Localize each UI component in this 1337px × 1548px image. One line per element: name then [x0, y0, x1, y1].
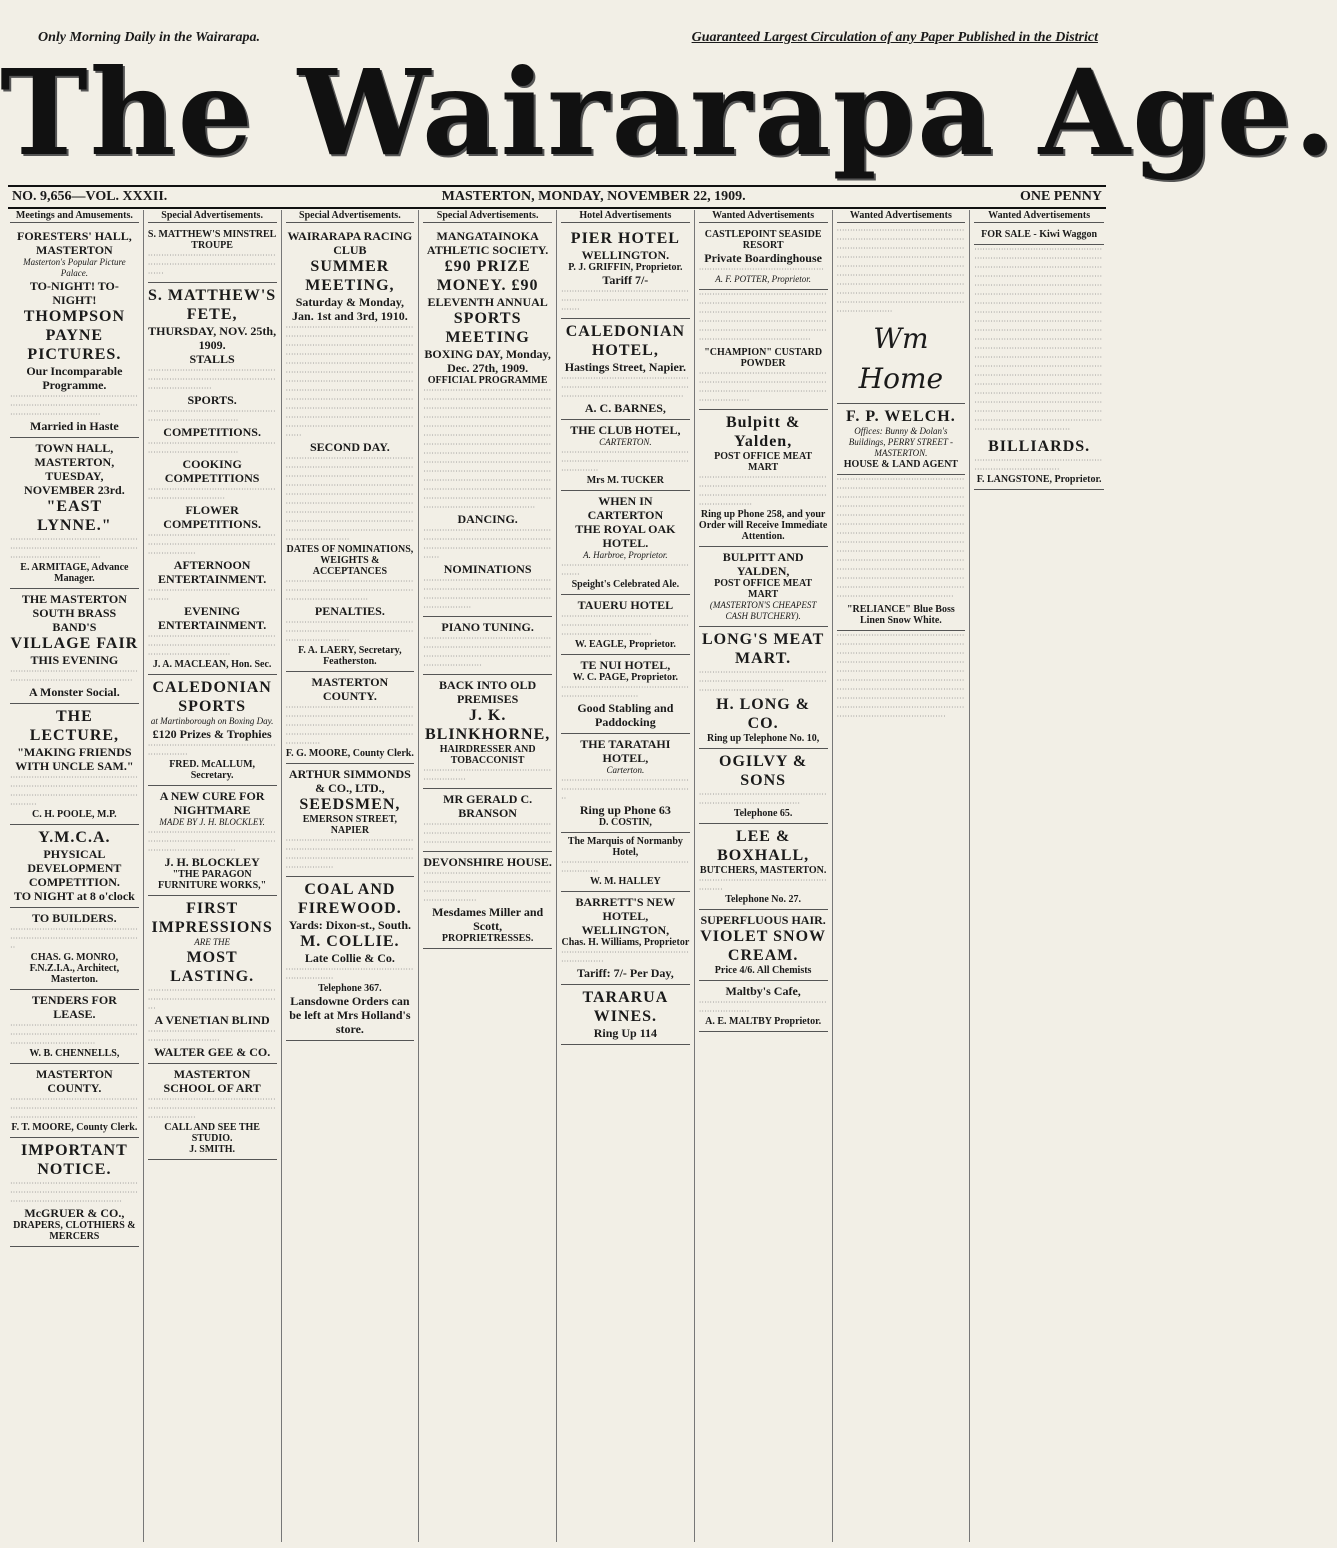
- wanted-notices: ····························································································································································································································································································································································································································································································································································································································································································: [836, 475, 965, 601]
- ad-longs-meat-mart: LONG'S MEAT MART. ································································································································ H. LONG & CO. Ring up Telephone No. 10,: [699, 627, 828, 749]
- ad-athletic-society: MANGATAINOKA ATHLETIC SOCIETY. £90 PRIZE MONEY. £90 ELEVENTH ANNUAL SPORTS MEETING BOXING DAY, Monday, Dec. 27th, 1909. OFFICIAL PROGRAMME ·························································································································································································································································································································································································································································································································································································································································································· DANCING. ······················································································································································ NOMINATIONS ··································································································································································: [423, 226, 552, 617]
- ad-champion-powder: "CHAMPION" CUSTARD POWDER ···································································································································································: [699, 344, 828, 410]
- ad-brass-band: THE MASTERTON SOUTH BRASS BAND'S VILLAGE FAIR THIS EVENING ······························································································ A Monster Social.: [10, 589, 139, 704]
- handwritten-signature: Wm Home: [858, 322, 944, 395]
- ad-ymca: Y.M.C.A. PHYSICAL DEVELOPMENT COMPETITION. TO NIGHT at 8 o'clock: [10, 825, 139, 908]
- ad-school-of-art: MASTERTON SCHOOL OF ART ·················································································································· CALL AND SEE THE STUDIO. J. SMITH.: [148, 1064, 277, 1160]
- ad-st-matthews-fete: S. MATTHEW'S FETE, THURSDAY, NOV. 25th, 1909. STALLS ························································································································ SPORTS. ·················································································· COMPETITIONS. ·················································································· COOKING COMPETITIONS ············································································· FLOWER COMPETITIONS. ·················································································································· AFTERNOON ENTERTAINMENT. ························································ EVENING ENTERTAINMENT. ······························································································································· J. A. MACLEAN, Hon. Sec.: [148, 283, 277, 675]
- ad-lecture: THE LECTURE, "MAKING FRIENDS WITH UNCLE SAM." ·························································································································································· C. H. POOLE, M.P.: [10, 704, 139, 825]
- ad-taratahi-hotel: THE TARATAHI HOTEL, Carterton. ·································································································· Ring up Phone 63 D. COSTIN,: [561, 734, 690, 833]
- column-1: [6, 210, 144, 1542]
- ad-minstrel-troupe: S. MATTHEW'S MINSTREL TROUPE ······································································································: [148, 226, 277, 283]
- column-2: [144, 210, 282, 1542]
- top-left-tagline: Only Morning Daily in the Wairarapa.: [38, 30, 260, 45]
- ad-royal-oak: WHEN IN CARTERTON THE ROYAL OAK HOTEL. A. Harbroe, Proprietor. ······················································· Speight's Celebrated Ale.: [561, 491, 690, 595]
- ad-masterton-county: MASTERTON COUNTY. ················································································································································ F. T. MOORE, County Clerk.: [10, 1064, 139, 1138]
- ad-nightmare-cure: A NEW CURE FOR NIGHTMARE MADE BY J. H. BLOCKLEY. ································································································································· J. H. BLOCKLEY "THE PARAGON FURNITURE WORKS,": [148, 786, 277, 896]
- column-4: [419, 210, 557, 1542]
- ad-taueru-hotel: TAUERU HOTEL ·································································································································· W. EAGLE, Proprietor.: [561, 595, 690, 655]
- top-right-tagline: Guaranteed Largest Circulation of any Paper Published in the District: [691, 30, 1098, 45]
- column-5: [557, 210, 695, 1542]
- ad-town-hall: TOWN HALL, MASTERTON, TUESDAY, NOVEMBER 23rd. "EAST LYNNE." ·································································································································· E. ARMITAGE, Advance Manager.: [10, 438, 139, 589]
- ad-simmonds: ARTHUR SIMMONDS & CO., LTD., SEEDSMEN, EMERSON STREET, NAPIER ··································································································································································: [286, 764, 415, 877]
- column-header: Wanted Advertisements: [974, 210, 1104, 223]
- dateline: [8, 185, 1106, 209]
- column-7: [833, 210, 971, 1542]
- ad-coal-firewood: COAL AND FIREWOOD. Yards: Dixon-st., South. M. COLLIE. Late Collie & Co. ·································································· Telephone 367. Lansdowne Orders can be left at Mrs Holland's store.: [286, 877, 415, 1041]
- column-6: [695, 210, 833, 1542]
- column-header: Special Advertisements.: [148, 210, 277, 223]
- signature-block: [837, 316, 966, 404]
- column-header: Special Advertisements.: [423, 210, 552, 223]
- ad-barretts-hotel: BARRETT'S NEW HOTEL, WELLINGTON, Chas. H. Williams, Proprietor ································································ Tariff: 7/- Per Day,: [561, 892, 690, 985]
- ad-reliance: "RELIANCE" Blue Boss Linen Snow White.: [837, 601, 966, 631]
- ad-billiards: BILLIARDS. ················································································ F. LANGSTONE, Proprietor.: [974, 434, 1104, 490]
- ad-caledonian-sports: CALEDONIAN SPORTS at Martinborough on Boxing Day. £120 Prizes & Trophies ······························································· FRED. McALLUM, Secretary.: [148, 675, 277, 786]
- column-header: Meetings and Amusements.: [10, 210, 139, 223]
- ad-tararua-wines: TARARUA WINES. Ring Up 114: [561, 985, 690, 1045]
- column-header: Hotel Advertisements: [561, 210, 690, 223]
- ad-racing-club: WAIRARAPA RACING CLUB SUMMER MEETING, Saturday & Monday, Jan. 1st and 3rd, 1910. ······································································································································································································································································································································································································································································································································································································ SECOND DAY. ········································································································································································································································································································································································································································································ DATES OF NOMINATIONS, WEIGHTS & ACCEPTANCES ······························································································································· PENALTIES. ························································································································ F. A. LAERY, Secretary, Featherston.: [286, 226, 415, 672]
- ad-normanby-hotel: The Marquis of Normanby Hotel, ······························································ W. M. HALLEY: [561, 833, 690, 892]
- ad-bulpitt-yalden: Bulpitt & Yalden, POST OFFICE MEAT MART ···································································································································································· Ring up Phone 258, and your Order will Receive Immediate Attention.: [699, 410, 828, 547]
- ad-caledonian-hotel: CALEDONIAN HOTEL, Hastings Street, Napier. ·············································································································································· A. C. BARNES,: [561, 319, 690, 420]
- wanted-notices: ··························································································································································································································································································: [698, 290, 827, 344]
- issue-number: NO. 9,656—VOL. XXXII.: [12, 189, 168, 204]
- ad-lee-boxhall: LEE & BOXHALL, BUTCHERS, MASTERTON. ························································· Telephone No. 27.: [699, 824, 828, 910]
- wanted-notices: ·····································································································································································································································································································································································································································································: [836, 226, 965, 316]
- ad-te-nui-hotel: TE NUI HOTEL, W. C. PAGE, Proprietor. ············································································· Good Stabling and Paddocking: [561, 655, 690, 734]
- ad-ogilvy: OGILVY & SONS ······················································································ Telephone 65.: [699, 749, 828, 824]
- ad-blinkhorne: BACK INTO OLD PREMISES J. K. BLINKHORNE, HAIRDRESSER AND TOBACCONIST ································································: [423, 675, 552, 789]
- price: ONE PENNY: [1019, 189, 1102, 204]
- ad-first-impressions: FIRST IMPRESSIONS ARE THE MOST LASTING. ··································································································· A VENETIAN BLIND ··········································································· WALTER GEE & CO.: [148, 896, 277, 1064]
- ad-devonshire-house: DEVONSHIRE HOUSE. ···································································································································································· Mesdames Miller and Scott, PROPRIETRESSES.: [423, 852, 552, 949]
- ad-club-hotel: THE CLUB HOTEL, CARTERTON. ·············································································································· Mrs M. TUCKER: [561, 420, 690, 491]
- masthead: The Wairarapa Age.: [0, 43, 1337, 182]
- ad-superfluous-hair: SUPERFLUOUS HAIR. VIOLET SNOW CREAM. Price 4/6. All Chemists: [699, 910, 828, 981]
- ad-kiwi-waggon: FOR SALE - Kiwi Waggon: [974, 226, 1104, 245]
- ad-county: MASTERTON COUNTY. ············································································································································································································· F. G. MOORE, County Clerk.: [286, 672, 415, 764]
- column-header: Wanted Advertisements: [699, 210, 828, 223]
- ad-pier-hotel: PIER HOTEL WELLINGTON. P. J. GRIFFIN, Proprietor. Tariff 7/- ·······································································································: [561, 226, 690, 319]
- column-8: [970, 210, 1108, 1542]
- ad-maltbys-cafe: Maltby's Cafe, ··································································· A. E. MALTBY Proprietor.: [699, 981, 828, 1032]
- ad-to-builders: TO BUILDERS. ·································································································· CHAS. G. MONRO, F.N.Z.I.A., Architect, Masterton.: [10, 908, 139, 990]
- ad-welch: F. P. WELCH. Offices: Bunny & Dolan's Buildings, PERRY STREET - MASTERTON. HOUSE & LAND AGENT: [837, 404, 966, 475]
- ad-post-office-meat-mart: BULPITT AND YALDEN, POST OFFICE MEAT MART (MASTERTON'S CHEAPEST CASH BUTCHERY).: [699, 547, 828, 627]
- columns: [6, 210, 1108, 1542]
- wanted-notices: ····································································································································································································································································································································································································································································································································································································································································································································································································································································································································································································································: [974, 245, 1103, 434]
- place-date: MASTERTON, MONDAY, NOVEMBER 22, 1909.: [441, 189, 746, 204]
- column-header: Wanted Advertisements: [837, 210, 966, 223]
- ad-tenders-lease: TENDERS FOR LEASE. ································································································································ W. B. CHENNELLS,: [10, 990, 139, 1064]
- ad-branson: MR GERALD C. BRANSON ················································································································································: [423, 789, 552, 852]
- column-header: Special Advertisements.: [286, 210, 415, 223]
- ad-piano-tuning: PIANO TUNING. ······································································································································································: [423, 617, 552, 675]
- wanted-notices: ·························································································································································································································································································································································································································································································: [836, 631, 965, 721]
- ad-important-notice: IMPORTANT NOTICE. ·········································································································································· McGRUER & CO., DRAPERS, CLOTHIERS & MERCERS: [10, 1138, 139, 1247]
- ad-foresters-hall: FORESTERS' HALL, MASTERTON Masterton's Popular Picture Palace. TO-NIGHT! TO-NIGHT! THOMPSON PAYNE PICTURES. Our Incomparable Programme. ·································································································································· Married in Haste: [10, 226, 139, 438]
- ad-castlepoint: CASTLEPOINT SEASIDE RESORT Private Boardinghouse ··············································· A. F. POTTER, Proprietor.: [699, 226, 828, 290]
- column-3: [282, 210, 420, 1542]
